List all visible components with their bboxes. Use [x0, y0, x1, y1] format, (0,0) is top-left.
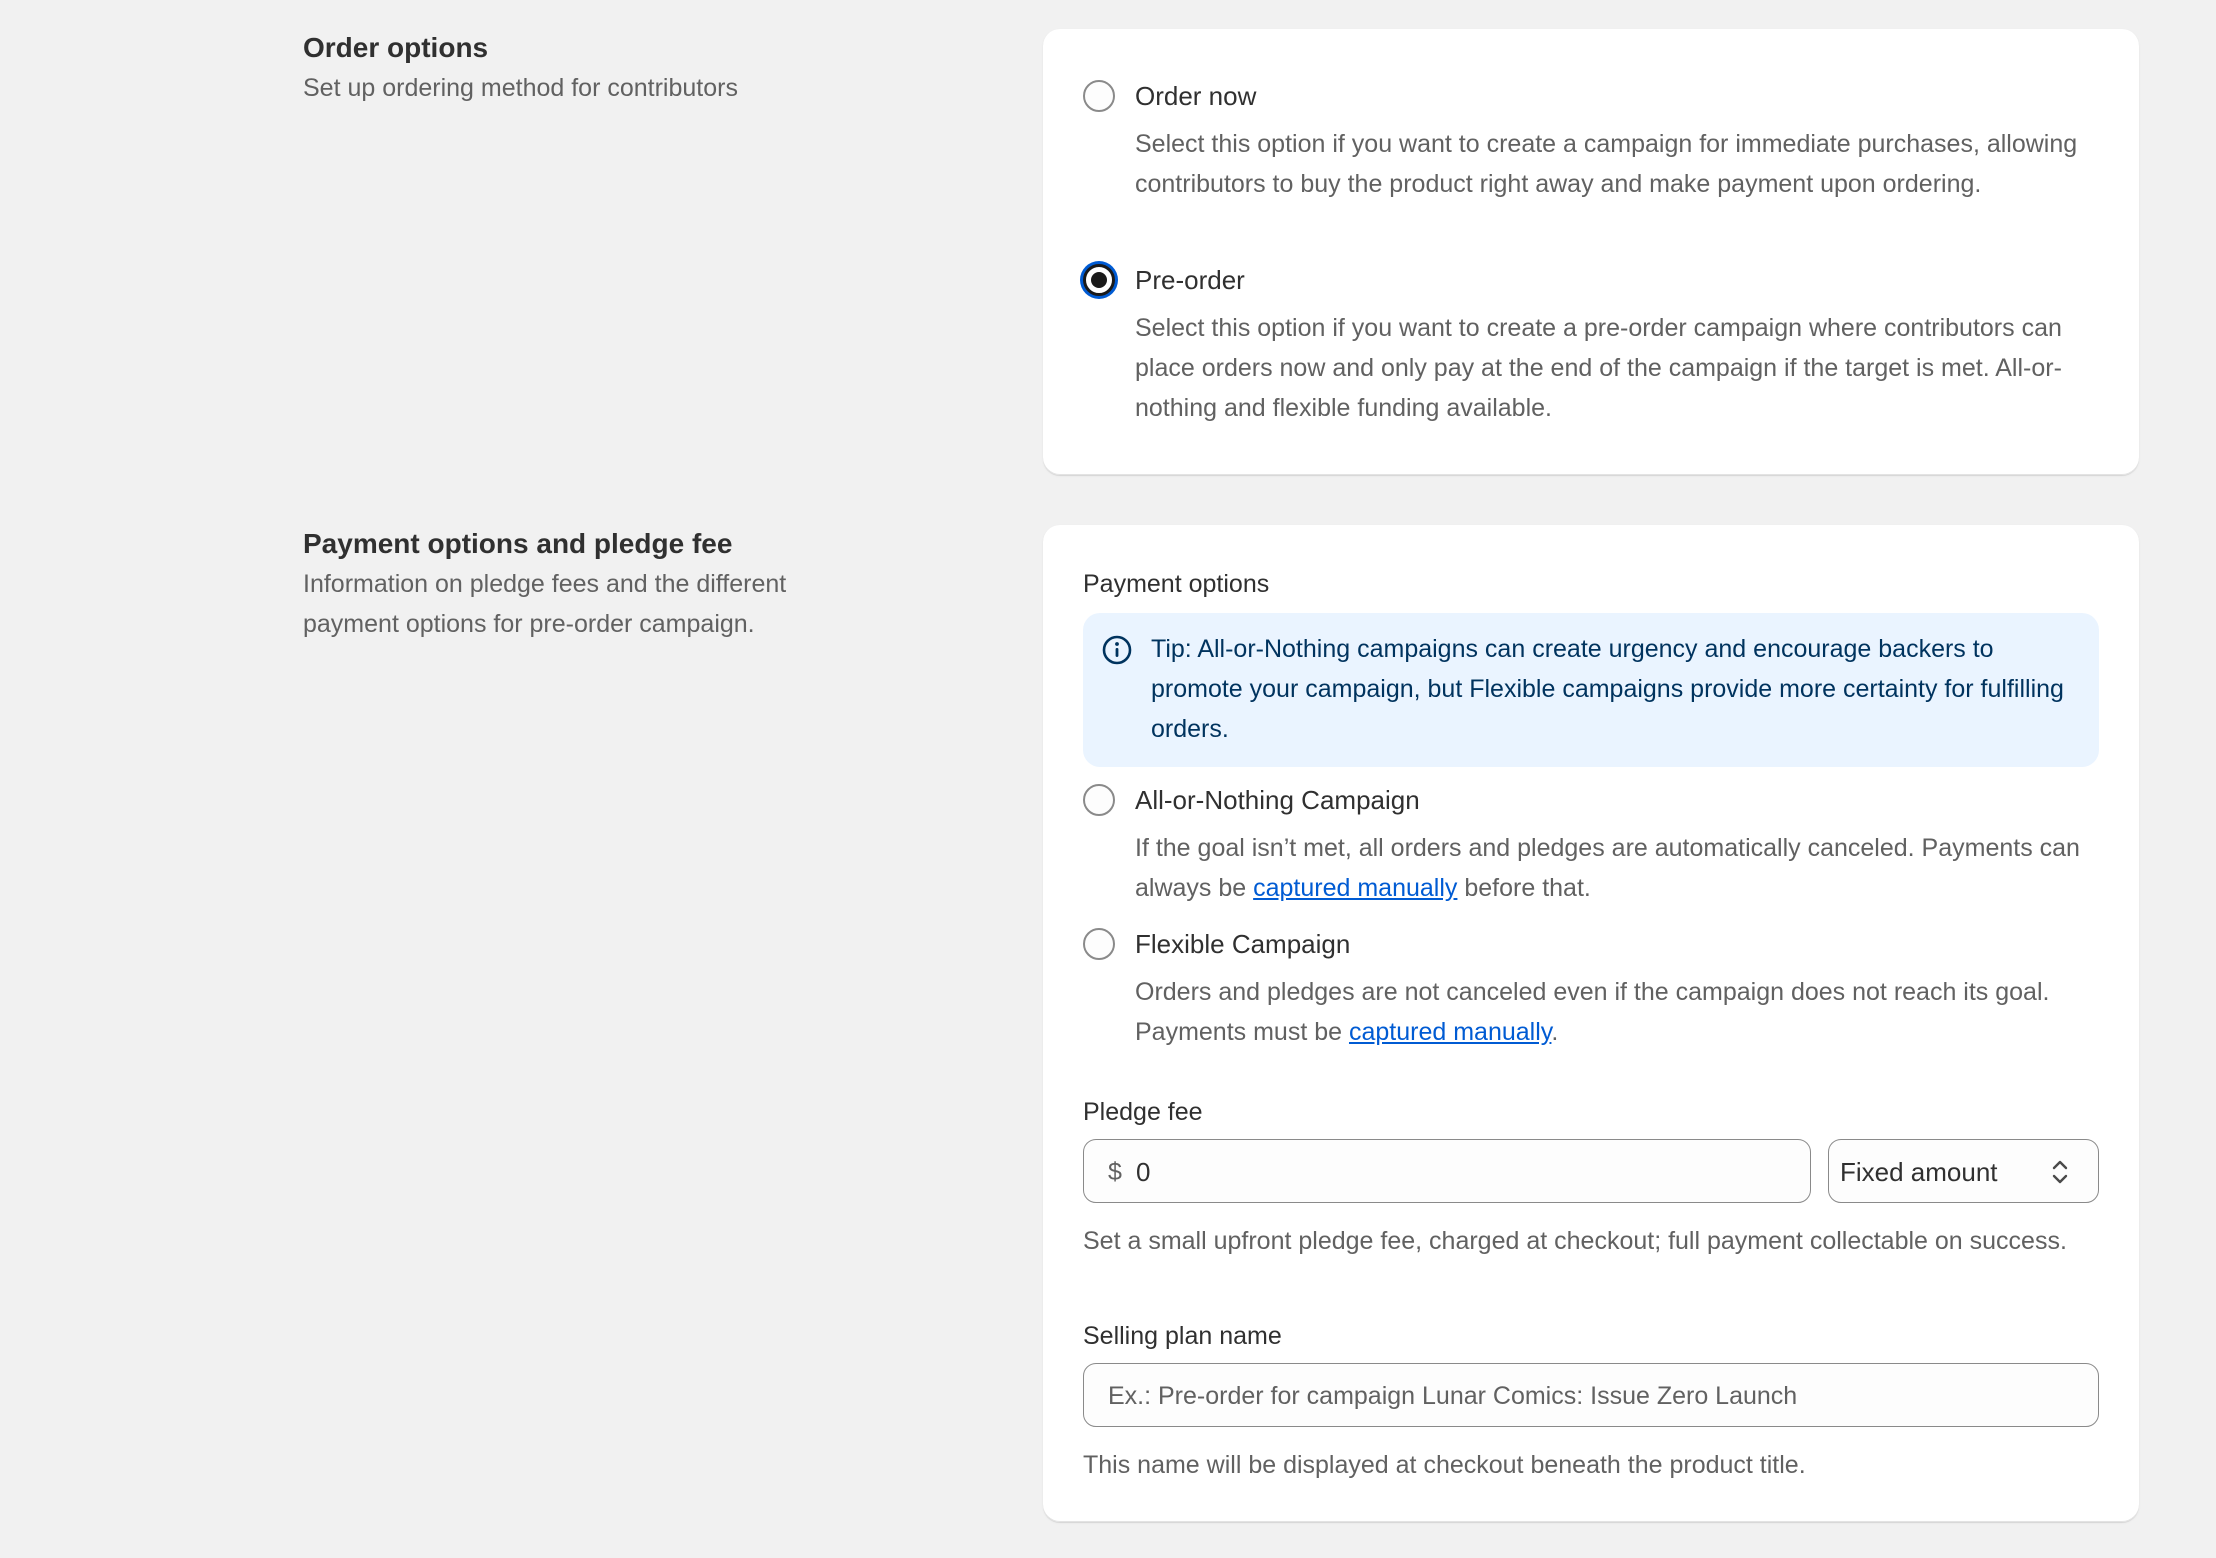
selling-plan-placeholder: Ex.: Pre-order for campaign Lunar Comics: Issue Zero Launch: [1108, 1382, 1798, 1410]
all-or-nothing-help-text: If the goal isn’t met, all orders and pledges are automatically canceled. Payments can always be: [1135, 834, 2080, 902]
flexible-help: [1135, 972, 2099, 1052]
payment-options-description: Information on pledge fees and the different payment options for pre-order campaign.: [303, 570, 787, 638]
flexible-help-suffix: .: [1551, 1018, 1559, 1046]
captured-manually-link[interactable]: captured manually: [1348, 1018, 1552, 1046]
all-or-nothing-radio-button[interactable]: [1083, 784, 1115, 816]
order-now-label[interactable]: Order now: [1135, 81, 1257, 111]
pledge-fee-type-select[interactable]: [1828, 1139, 2099, 1203]
pre-order-radio-button[interactable]: [1083, 264, 1115, 296]
selling-plan-input[interactable]: [1083, 1363, 2099, 1427]
pledge-fee-value[interactable]: 0: [1136, 1157, 1151, 1187]
tip-banner: [1083, 613, 2099, 767]
pledge-fee-input[interactable]: [1083, 1139, 1811, 1203]
pledge-fee-help: Set a small upfront pledge fee, charged at checkout; full payment collectable on success.: [1083, 1227, 2067, 1255]
order-options-header: [303, 28, 863, 108]
pre-order-label[interactable]: Pre-order: [1135, 265, 1245, 295]
captured-manually-link[interactable]: captured manually: [1253, 874, 1458, 902]
payment-options-header: [303, 524, 863, 644]
radio-flexible[interactable]: [1083, 928, 2099, 1052]
order-options-title: Order options: [303, 32, 489, 63]
flexible-radio-button[interactable]: [1083, 928, 1115, 960]
all-or-nothing-help: [1135, 828, 2099, 908]
payment-options-card: [1043, 525, 2139, 1522]
all-or-nothing-help-suffix: before that.: [1457, 874, 1591, 902]
order-options-card: [1043, 29, 2139, 475]
select-chevrons-icon: [2050, 1158, 2070, 1186]
radio-pre-order[interactable]: [1083, 264, 2099, 422]
all-or-nothing-label[interactable]: All-or-Nothing Campaign: [1135, 785, 1420, 815]
pledge-fee-label: Pledge fee: [1083, 1098, 1203, 1126]
order-now-radio-button[interactable]: [1083, 80, 1115, 112]
currency-prefix: $: [1108, 1158, 1122, 1186]
tip-text: Tip: All-or-Nothing campaigns can create urgency and encourage backers to promote your campaign, but Flexible campaigns provide more certainty for fulfilling orders.: [1151, 635, 2064, 743]
flexible-label[interactable]: Flexible Campaign: [1135, 929, 1351, 959]
order-now-help: Select this option if you want to create a campaign for immediate purchases, allowing contributors to buy the product right away and make payment upon ordering.: [1135, 130, 2078, 198]
selling-plan-help: This name will be displayed at checkout beneath the product title.: [1083, 1451, 1806, 1479]
info-circle-icon: [1101, 634, 1133, 666]
pledge-fee-type-value[interactable]: Fixed amount: [1840, 1157, 1998, 1187]
radio-order-now[interactable]: [1083, 80, 2099, 230]
pre-order-help: Select this option if you want to create a pre-order campaign where contributors can place orders now and only pay at the end of the campaign if the target is met. All-or-nothing and flexible funding available.: [1135, 314, 2062, 422]
radio-all-or-nothing[interactable]: [1083, 784, 2099, 908]
order-options-description: Set up ordering method for contributors: [303, 74, 738, 102]
flexible-help-text: Orders and pledges are not canceled even if the campaign does not reach its goal. Payments must be: [1135, 978, 2050, 1046]
payment-options-title: Payment options and pledge fee: [303, 528, 733, 559]
payment-options-label: Payment options: [1083, 570, 1270, 598]
selling-plan-label: Selling plan name: [1083, 1322, 1282, 1350]
